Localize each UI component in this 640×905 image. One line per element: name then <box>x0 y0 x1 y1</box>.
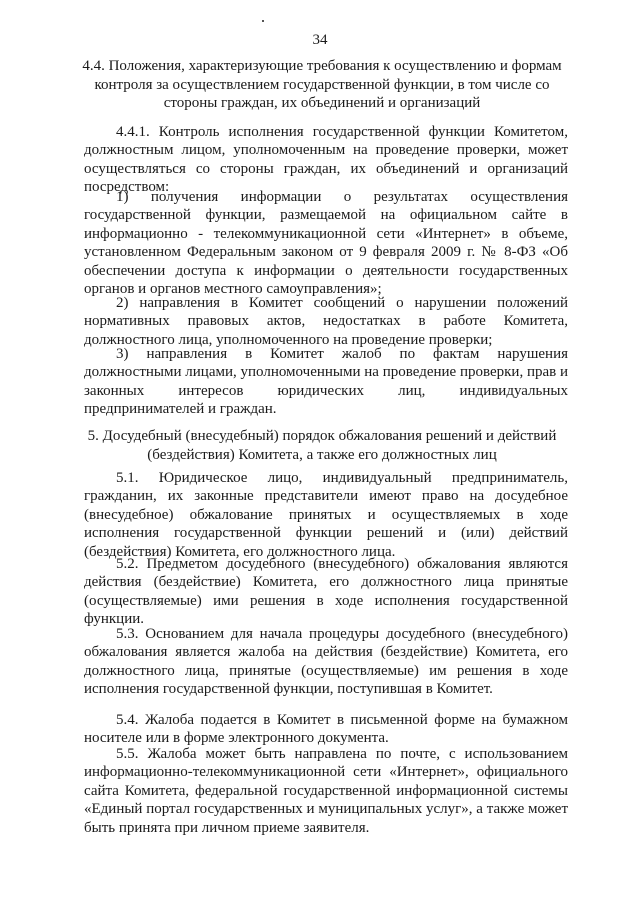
paragraph-5-4: 5.4. Жалоба подается в Комитет в письменной форме на бумажном носителе или в форме электронного документа. <box>84 712 568 747</box>
list-item-2: 2) направления в Комитет сообщений о нарушении положений нормативных правовых актов, недостатках в работе Комитета, должностного лица, уполномоченного на проведение проверки; <box>84 295 568 348</box>
page-number: 34 <box>312 32 328 48</box>
paragraph-5-2: 5.2. Предметом досудебного (внесудебного) обжалования являются действия (бездействие) Комитета, его должностного лица принятые (осуществляемые) ими решения в ходе исполнения государственной функции. <box>84 556 568 628</box>
scan-mark <box>262 20 264 22</box>
section-heading-4-4: 4.4. Положения, характеризующие требования к осуществлению и формам контроля за осуществлением государственной функции, в том числе со стороны граждан, их объединений и организаций <box>82 58 562 111</box>
paragraph-5-5: 5.5. Жалоба может быть направлена по почте, с использованием информационно-телекоммуникационной сети «Интернет», официального сайта Комитета, федеральной государственной информационной системы «Единый портал государственных и муниципальных услуг», а также может быть принята при личном приеме заявителя. <box>84 746 568 836</box>
paragraph-5-3: 5.3. Основанием для начала процедуры досудебного (внесудебного) обжалования является жалоба на действия (бездействие) Комитета, его должностного лица, принятые (осуществляемые) им решения в ходе исполнения государственной функции, поступившая в Комитет. <box>84 626 568 698</box>
list-item-1: 1) получения информации о результатах осуществления государственной функции, размещаемой на официальном сайте в информационно - телекоммуникационной сети «Интернет» в объеме, установленном Федеральным законом от 9 февраля 2009 г. № 8-ФЗ «Об обеспечении доступа к информации о деятельности государственных органов и органов местного самоуправления»; <box>84 189 568 298</box>
list-item-3: 3) направления в Комитет жалоб по фактам нарушения должностными лицами, уполномоченными на проведение проверки, прав и законных интересов юридических лиц, индивидуальных предпринимателей и граждан. <box>84 346 568 418</box>
paragraph-4-4-1: 4.4.1. Контроль исполнения государственной функции Комитетом, должностным лицом, уполномоченным на проведение проверки, может осуществляться со стороны граждан, их объединений и организаций посредством: <box>84 124 568 196</box>
paragraph-5-1: 5.1. Юридическое лицо, индивидуальный предприниматель, гражданин, их законные представители имеют право на досудебное (внесудебное) обжалование принятых и осуществляемых в ходе исполнения государственной функции решений и (или) действий (бездействия) Комитета, его должностного лица. <box>84 470 568 560</box>
section-heading-5: 5. Досудебный (внесудебный) порядок обжалования решений и действий (бездействия) Комитета, а также его должностных лиц <box>87 428 557 463</box>
